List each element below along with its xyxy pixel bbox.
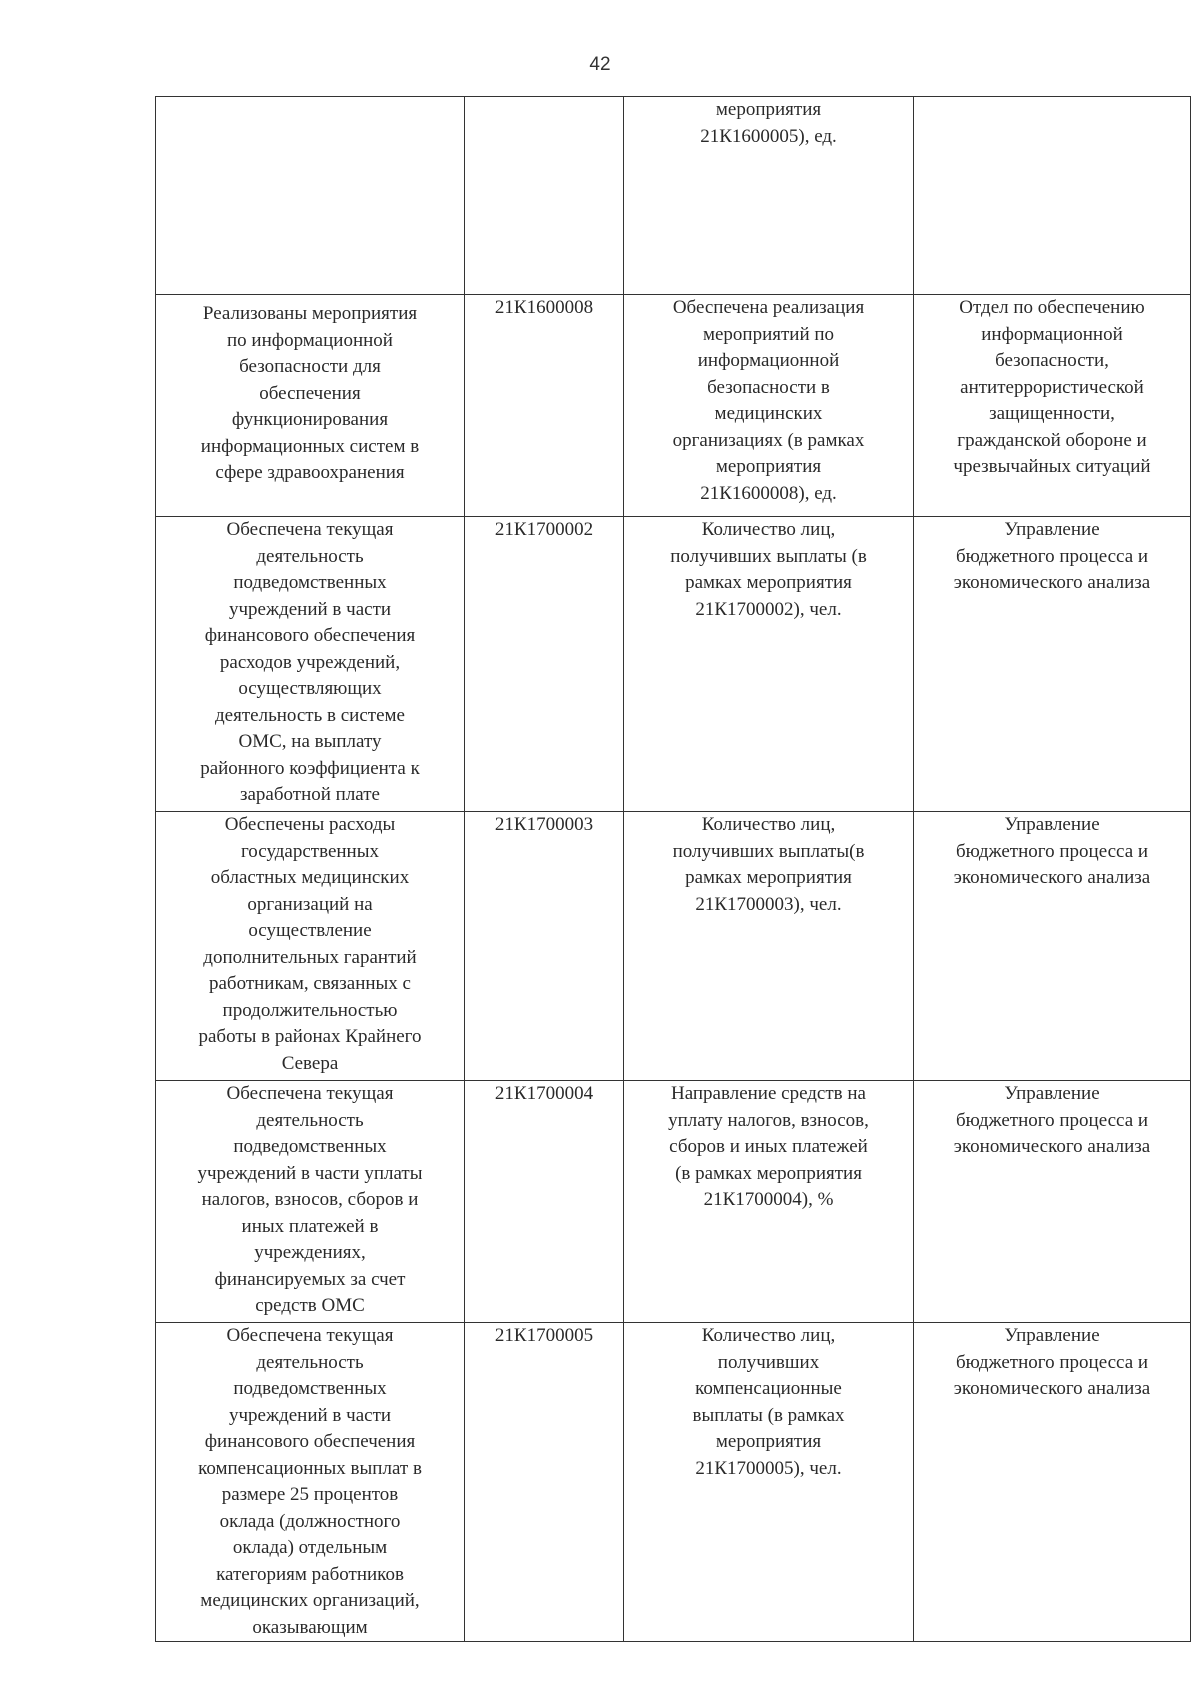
text-line: уплату налогов, взносов, [668,1109,869,1131]
result-cell [156,1323,465,1642]
text-line: информационной [697,350,840,371]
responsible-cell [914,517,1191,812]
text-line: экономического анализа [953,572,1151,593]
text-line: получивших выплаты (в [670,545,867,567]
result-cell [156,1081,465,1323]
table-row [156,1323,1191,1642]
text-line: учреждений в части [228,1404,392,1426]
code-cell: 21К1600008 [465,295,624,517]
table-row [156,295,1191,517]
text-line: мероприятий по [702,323,835,345]
code-cell: 21К1700003 [465,812,624,1081]
text-line: финансового обеспечения [204,1431,416,1452]
table-row [156,1081,1191,1323]
text-line: финансируемых за счет [214,1268,406,1290]
text-line: Направление средств на [670,1083,866,1104]
text-line: организациях (в рамках [672,429,865,451]
text-line: (в рамках мероприятия [675,1162,862,1184]
text-line: оклада (должностного [219,1510,401,1532]
table-row [156,97,1191,295]
text-line: государственных [240,840,379,862]
text-line: информационных систем в [200,435,420,457]
text-line: организаций на [247,893,373,915]
text-line: 21К1700004), % [703,1189,834,1210]
text-line: деятельность [256,1109,364,1131]
responsible-cell [914,1081,1191,1323]
text-line: рамках мероприятия [685,867,852,888]
text-line: мероприятия [715,1431,822,1452]
text-line: оказывающим [252,1616,368,1638]
text-line: Обеспечены расходы [224,814,396,835]
text-line: категориям работников [216,1563,404,1585]
text-line: деятельность [256,1351,364,1373]
text-line: Управление [1004,1325,1100,1346]
text-line: экономического анализа [953,1136,1151,1157]
text-line: дополнительных гарантий [203,946,417,968]
code-cell: 21К1700002 [465,517,624,812]
text-line: 21К1600008), ед. [700,482,837,504]
text-line: экономического анализа [953,1378,1151,1399]
text-line: деятельность в системе [215,704,405,726]
text-line: бюджетного процесса и [955,1351,1149,1373]
text-line: сфере здравоохранения [215,462,405,483]
code-cell: 21К1700005 [465,1323,624,1642]
text-line: антитеррористической [960,376,1144,398]
text-line: 21К1600005), ед. [700,125,837,147]
text-line: Управление [1004,1083,1100,1104]
text-line: защищенности, [989,403,1115,424]
text-line: иных платежей в [241,1215,379,1237]
text-line: безопасности для [239,356,381,377]
result-cell [156,812,465,1081]
text-line: размере 25 процентов [221,1484,399,1505]
text-line: Количество лиц, [701,519,836,540]
text-line: продолжительностью [222,999,398,1021]
indicator-cell [624,97,914,295]
results-table [155,96,1191,1642]
text-line: бюджетного процесса и [955,840,1149,862]
indicator-cell [624,517,914,812]
text-line: получивших [717,1351,820,1373]
text-line: Управление [1004,519,1100,540]
text-line: чрезвычайных ситуаций [953,456,1151,477]
text-line: по информационной [227,329,393,351]
text-line: Обеспечена реализация [672,297,865,318]
text-line: экономического анализа [953,867,1151,888]
text-line: гражданской обороне и [957,429,1147,451]
text-line: учреждений в части [228,598,392,620]
text-line: Севера [281,1052,339,1074]
text-line: мероприятия [715,456,822,477]
text-line: обеспечения [259,382,361,404]
text-line: безопасности, [995,350,1109,371]
text-line: Количество лиц, [701,1325,836,1346]
text-line: заработной плате [239,784,380,805]
text-line: учреждений в части уплаты [197,1162,423,1184]
text-line: Реализованы мероприятия [202,303,418,324]
text-line: компенсационных выплат в [198,1457,422,1479]
text-line: налогов, взносов, сборов и [201,1189,419,1210]
text-line: медицинских организаций, [200,1590,420,1611]
text-line: информационной [981,323,1123,345]
text-line: рамках мероприятия [685,572,852,593]
text-line: медицинских [714,403,823,424]
indicator-cell [624,1081,914,1323]
text-line: получивших выплаты(в [672,840,865,862]
result-cell [156,97,465,295]
code-cell: 21К1700004 [465,1081,624,1323]
text-line: районного коэффициента к [200,757,420,779]
table-row [156,812,1191,1081]
text-line: Обеспечена текущая [226,1325,394,1346]
text-line: оклада) отдельным [232,1537,388,1558]
text-line: учреждениях, [254,1242,366,1263]
text-line: подведомственных [233,572,387,593]
responsible-cell [914,97,1191,295]
text-line: мероприятия [715,99,822,120]
text-line: осуществляющих [238,678,382,699]
text-line: средств ОМС [255,1295,365,1316]
text-line: 21К1700005), чел. [695,1457,842,1479]
code-cell [465,97,624,295]
text-line: работы в районах Крайнего [198,1026,422,1047]
text-line: Управление [1004,814,1100,835]
indicator-cell [624,1323,914,1642]
text-line: бюджетного процесса и [955,545,1149,567]
text-line: Обеспечена текущая [226,519,394,540]
text-line: бюджетного процесса и [955,1109,1149,1131]
text-line: подведомственных [233,1136,387,1157]
text-line: функционирования [231,409,389,430]
text-line: финансового обеспечения [204,625,416,646]
text-line: сборов и иных платежей [669,1136,868,1157]
text-line: 21К1700002), чел. [695,598,842,620]
page-number: 42 [589,54,611,75]
indicator-cell [624,295,914,517]
text-line: осуществление [248,920,372,941]
text-line: работникам, связанных с [208,973,411,994]
text-line: Количество лиц, [701,814,836,835]
text-line: областных медицинских [210,867,410,888]
result-cell [156,517,465,812]
text-line: ОМС, на выплату [238,731,382,752]
result-cell [156,295,465,517]
text-line: компенсационные [695,1378,842,1399]
table-row [156,517,1191,812]
indicator-cell [624,812,914,1081]
responsible-cell [914,1323,1191,1642]
text-line: безопасности в [707,376,830,398]
responsible-cell [914,295,1191,517]
text-line: расходов учреждений, [219,651,401,673]
text-line: деятельность [256,545,364,567]
text-line: подведомственных [233,1378,387,1399]
text-line: выплаты (в рамках [692,1404,845,1426]
text-line: Отдел по обеспечению [959,297,1145,318]
text-line: Обеспечена текущая [226,1083,394,1104]
responsible-cell [914,812,1191,1081]
text-line: 21К1700003), чел. [695,893,842,915]
